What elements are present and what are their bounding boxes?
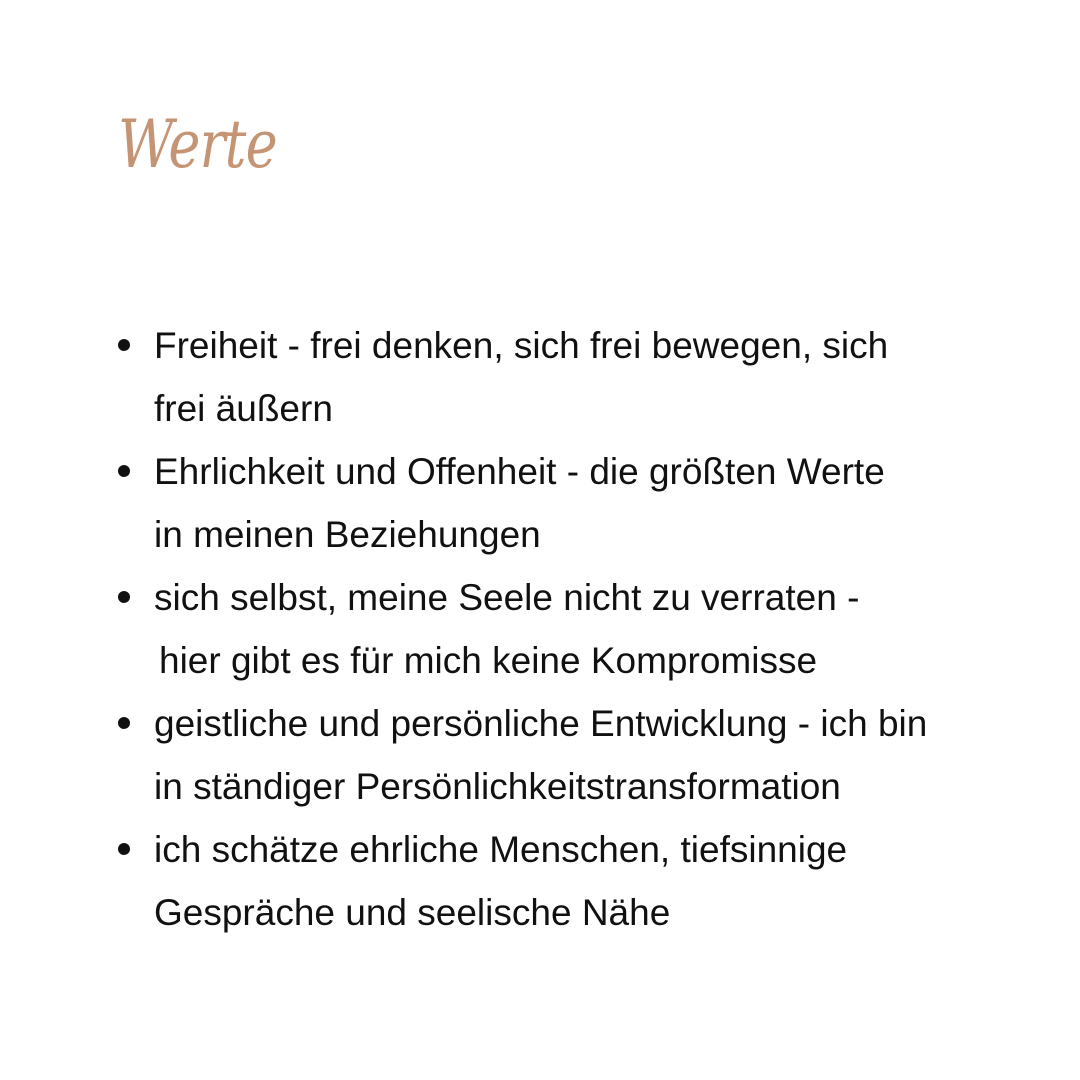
list-item-line: ich schätze ehrliche Menschen, tiefsinnige <box>154 829 848 870</box>
list-item-line: sich selbst, meine Seele nicht zu verraten - <box>154 577 860 618</box>
bullet-icon <box>118 339 130 351</box>
list-item-line: Gespräche und seelische Nähe <box>154 892 671 933</box>
list-item-line: Freiheit - frei denken, sich frei bewegen, sich <box>154 325 889 366</box>
bullet-icon <box>118 717 130 729</box>
bullet-icon <box>118 591 130 603</box>
list-item-line: hier gibt es für mich keine Kompromisse <box>159 640 818 681</box>
list-item-line: frei äußern <box>154 388 333 429</box>
bullet-icon <box>118 843 130 855</box>
list-item-line: in meinen Beziehungen <box>154 514 541 555</box>
list-item <box>112 692 1052 818</box>
list-item-line: in ständiger Persönlichkeitstransformation <box>154 766 841 807</box>
bullet-icon <box>118 465 130 477</box>
list-item <box>112 314 1052 440</box>
list-item <box>112 566 1052 692</box>
page-title: Werte <box>118 106 277 183</box>
values-list <box>112 314 1052 944</box>
list-item <box>112 440 1052 566</box>
list-item-line: Ehrlichkeit und Offenheit - die größten Werte <box>154 451 885 492</box>
list-item-line: geistliche und persönliche Entwicklung - ich bin <box>154 703 928 744</box>
list-item <box>112 818 1052 944</box>
